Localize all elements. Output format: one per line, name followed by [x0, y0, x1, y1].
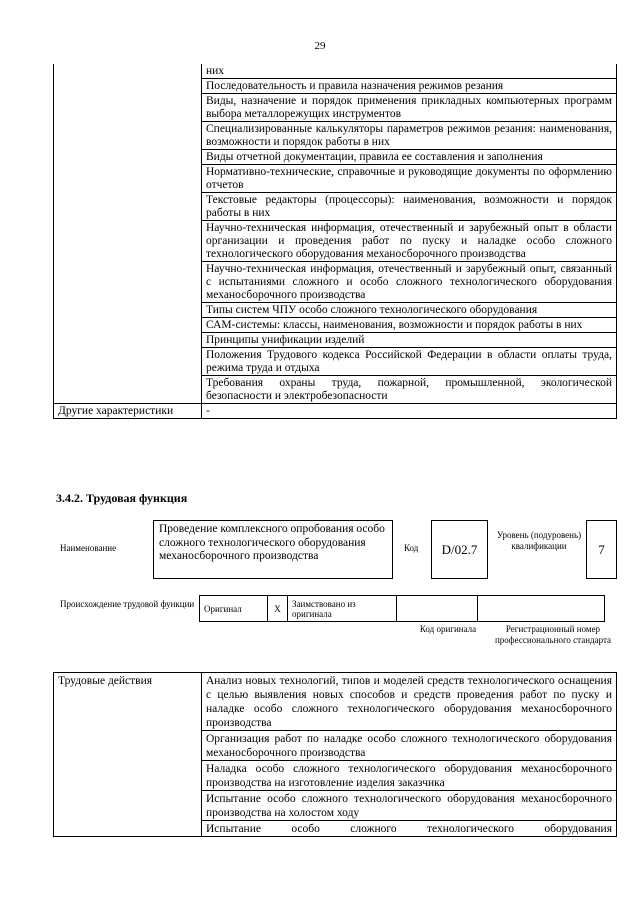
page-number: 29	[314, 40, 326, 52]
borrowed-label: Заимствовано из оригинала	[288, 596, 397, 622]
other-characteristics-value: -	[202, 404, 617, 419]
original-code-caption: Код оригинала	[419, 624, 477, 634]
reg-number-caption: Регистрационный номер профессионального стандарта	[494, 624, 612, 645]
action-item: Испытание особо сложного технологического оборудования	[202, 821, 617, 837]
actions-table	[53, 672, 617, 837]
other-characteristics-label: Другие характеристики	[54, 404, 202, 419]
origin-table	[199, 595, 605, 622]
knowledge-item: Виды отчетной документации, правила ее составления и заполнения	[202, 150, 617, 165]
action-item: Наладка особо сложного технологического оборудования механосборочного производства на изготовление изделия заказчика	[202, 761, 617, 791]
knowledge-item: Нормативно-технические, справочные и руководящие документы по оформлению отчетов	[202, 165, 617, 193]
other-characteristics-row	[54, 404, 617, 419]
knowledge-item: них	[202, 64, 617, 79]
original-label: Оригинал	[200, 596, 268, 622]
knowledge-item: Принципы унификации изделий	[202, 333, 617, 348]
original-mark: X	[268, 596, 288, 622]
knowledge-item: Научно-техническая информация, отечественный и зарубежный опыт в области организации и проведения работ по пуску и наладке особо сложного технологического оборудования механосборочного производства	[202, 221, 617, 262]
action-item: Испытание особо сложного технологического оборудования механосборочного производства на холостом ходу	[202, 791, 617, 821]
action-row	[54, 673, 617, 731]
name-label: Наименование	[60, 543, 117, 553]
reg-number-cell	[478, 596, 605, 622]
function-name-box: Проведение комплексного опробования особо сложного технологического оборудования механосборочного производства	[153, 520, 393, 579]
section-heading: 3.4.2. Трудовая функция	[56, 491, 188, 505]
knowledge-label-cell	[54, 64, 202, 404]
knowledge-item: САМ-системы: классы, наименования, возможности и порядок работы в них	[202, 318, 617, 333]
knowledge-item: Типы систем ЧПУ особо сложного технологического оборудования	[202, 303, 617, 318]
knowledge-item: Требования охраны труда, пожарной, промышленной, экологической безопасности и электробезопасности	[202, 376, 617, 404]
knowledge-item: Научно-техническая информация, отечественный и зарубежный опыт, связанный с испытаниями сложного и особо сложного технологического оборудования механосборочного производства	[202, 262, 617, 303]
knowledge-item: Специализированные калькуляторы параметров режимов резания: наименования, возможности и порядок работы в них	[202, 122, 617, 150]
original-code-cell	[397, 596, 478, 622]
origin-label: Происхождение трудовой функции	[60, 599, 195, 609]
level-label: Уровень (подуровень) квалификации	[496, 530, 582, 551]
knowledge-item: Виды, назначение и порядок применения прикладных компьютерных программ выбора металлорежущих инструментов	[202, 94, 617, 122]
knowledge-item: Положения Трудового кодекса Российской Федерации в области оплаты труда, режима труда и отдыха	[202, 348, 617, 376]
action-item: Анализ новых технологий, типов и моделей средств технологического оснащения с целью выявления новых способов и средств проведения работ по пуску и наладке особо сложного технологического оборудования механосборочного производства	[202, 673, 617, 731]
code-box: D/02.7	[431, 520, 488, 579]
knowledge-item: Последовательность и правила назначения режимов резания	[202, 79, 617, 94]
knowledge-table	[53, 64, 617, 419]
action-item: Организация работ по наладке особо сложного технологического оборудования механосборочного производства	[202, 731, 617, 761]
code-label: Код	[404, 543, 419, 553]
actions-label: Трудовые действия	[54, 673, 202, 837]
knowledge-row	[54, 64, 617, 79]
level-box: 7	[586, 520, 617, 579]
knowledge-item: Текстовые редакторы (процессоры): наименования, возможности и порядок работы в них	[202, 193, 617, 221]
